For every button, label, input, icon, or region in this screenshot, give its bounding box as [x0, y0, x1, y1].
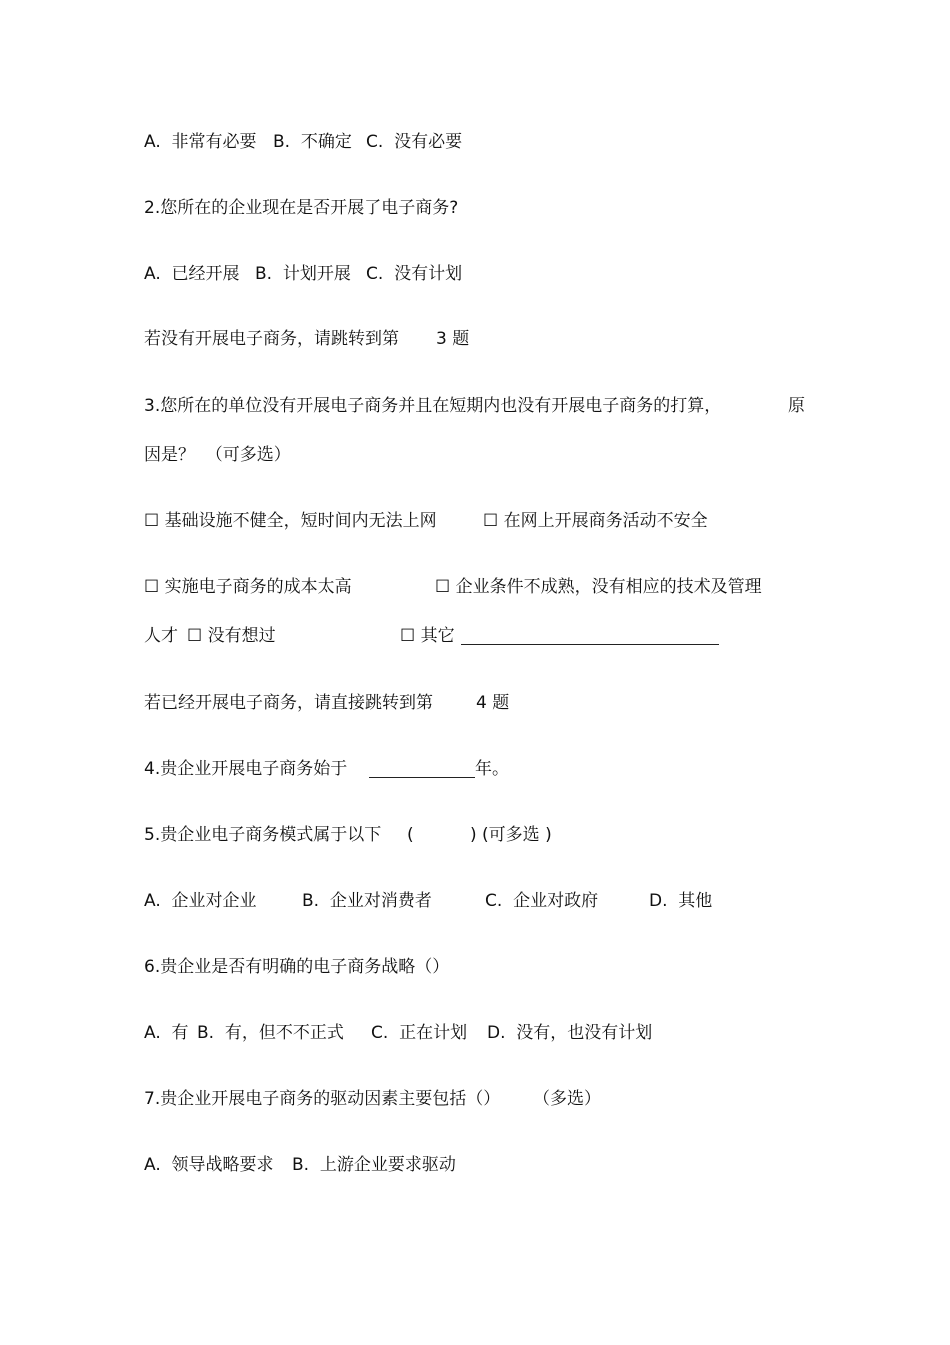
q5-paren-open: (	[407, 825, 414, 845]
q3-other-blank-field[interactable]	[461, 628, 719, 645]
q5-option-b[interactable]: B. 企业对消费者	[302, 891, 432, 911]
q1-option-c[interactable]: C. 没有必要	[366, 132, 463, 152]
q4-suffix: 年。	[475, 759, 509, 779]
q3-checkbox-conditions[interactable]: ☐ 企业条件不成熟，没有相应的技术及管理	[435, 577, 762, 597]
q6-question: 6.贵企业是否有明确的电子商务战略（）	[144, 957, 450, 977]
jump-note-1-number: 3 题	[436, 329, 470, 349]
q5-option-c[interactable]: C. 企业对政府	[485, 891, 599, 911]
jump-note-1-text: 若没有开展电子商务，请跳转到第	[144, 329, 399, 349]
q5-paren-close: ) (可多选 )	[470, 825, 552, 845]
q2-option-b[interactable]: B. 计划开展	[255, 264, 351, 284]
q4-year-blank-field[interactable]	[369, 761, 475, 778]
q2-option-c[interactable]: C. 没有计划	[366, 264, 463, 284]
q2-question: 2.您所在的企业现在是否开展了电子商务?	[144, 198, 459, 218]
q6-option-d[interactable]: D. 没有，也没有计划	[487, 1023, 653, 1043]
q3-question-line1: 3.您所在的单位没有开展电子商务并且在短期内也没有开展电子商务的打算，	[144, 396, 722, 416]
q7-option-b[interactable]: B. 上游企业要求驱动	[292, 1155, 456, 1175]
q3-checkbox-other[interactable]: ☐ 其它	[400, 626, 455, 646]
q3-checkbox-cost[interactable]: ☐ 实施电子商务的成本太高	[144, 577, 352, 597]
q3-conditions-continued: 人才	[144, 626, 178, 646]
jump-note-2-text: 若已经开展电子商务，请直接跳转到第	[144, 693, 433, 713]
jump-note-2-number: 4 题	[476, 693, 510, 713]
q7-note: （多选）	[533, 1089, 601, 1109]
q7-option-a[interactable]: A. 领导战略要求	[144, 1155, 274, 1175]
q6-option-a[interactable]: A. 有	[144, 1023, 189, 1043]
q7-question-text: 7.贵企业开展电子商务的驱动因素主要包括（）	[144, 1089, 501, 1109]
q3-checkbox-never-thought[interactable]: ☐ 没有想过	[187, 626, 276, 646]
q6-option-b[interactable]: B. 有，但不不正式	[197, 1023, 344, 1043]
q1-option-b[interactable]: B. 不确定	[273, 132, 352, 152]
q5-option-d[interactable]: D. 其他	[649, 891, 713, 911]
q3-question-line2: 因是？ （可多选）	[144, 445, 291, 465]
q3-checkbox-security[interactable]: ☐ 在网上开展商务活动不安全	[483, 511, 708, 531]
q4-prefix: 4.贵企业开展电子商务始于	[144, 759, 348, 779]
q1-option-a[interactable]: A. 非常有必要	[144, 132, 257, 152]
q5-option-a[interactable]: A. 企业对企业	[144, 891, 257, 911]
q3-question-tail: 原	[788, 396, 805, 416]
q6-option-c[interactable]: C. 正在计划	[371, 1023, 468, 1043]
q3-checkbox-infrastructure[interactable]: ☐ 基础设施不健全，短时间内无法上网	[144, 511, 437, 531]
q2-option-a[interactable]: A. 已经开展	[144, 264, 240, 284]
q5-question-text: 5.贵企业电子商务模式属于以下	[144, 825, 382, 845]
